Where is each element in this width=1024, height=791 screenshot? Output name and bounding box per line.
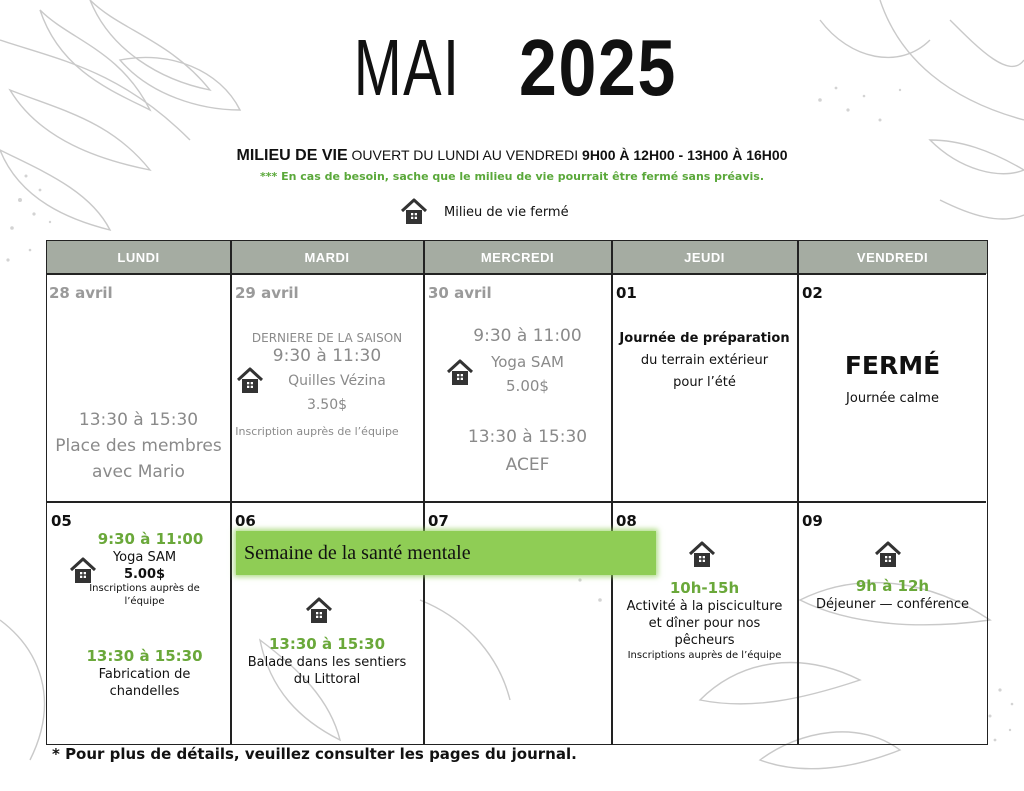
event-inscription: Inscriptions auprès de l’équipe xyxy=(627,650,782,661)
weekday-header-mercredi: MERCREDI xyxy=(424,241,611,274)
event-title: Quilles Vézina xyxy=(288,373,386,389)
house-closed-icon xyxy=(872,539,904,571)
event-time: 13:30 à 15:30 xyxy=(268,635,386,653)
event-title: et dîner pour nos xyxy=(648,616,761,631)
hours-label: MILIEU DE VIE xyxy=(236,147,348,164)
event-title: chandelles xyxy=(109,684,180,699)
day-cell-02 xyxy=(798,275,987,501)
day-cell-29-avril xyxy=(231,275,423,501)
event-inscription: Inscription auprès de l’équipe xyxy=(235,425,399,438)
event-time: 13:30 à 15:30 xyxy=(86,647,203,665)
calendar-grid xyxy=(46,240,988,745)
closed-label: FERMÉ xyxy=(844,351,941,380)
hours-times: 9H00 À 12H00 - 13H00 À 16H00 xyxy=(582,147,788,163)
day-number: 06 xyxy=(235,512,256,530)
event-title: Journée de préparation xyxy=(619,331,790,346)
hours-open-text: OUVERT DU LUNDI AU VENDREDI xyxy=(351,147,579,163)
day-cell-01 xyxy=(612,275,797,501)
day-cell-05 xyxy=(47,503,230,744)
day-number: 30 avril xyxy=(428,284,492,302)
page-title xyxy=(0,22,1024,114)
event-inscription: l’équipe xyxy=(124,596,165,607)
event-detail: pour l’été xyxy=(673,375,736,390)
event-time: 9:30 à 11:00 xyxy=(97,530,204,548)
event-title: Place des membres xyxy=(55,436,222,456)
event-time: 9:30 à 11:00 xyxy=(473,326,582,346)
legend xyxy=(398,196,569,228)
mental-health-week-banner: Semaine de la santé mentale xyxy=(236,531,656,575)
day-number: 09 xyxy=(802,512,823,530)
weekday-header-vendredi: VENDREDI xyxy=(798,241,987,274)
footer-note: * Pour plus de détails, veuillez consulter les pages du journal. xyxy=(52,745,577,763)
legend-label: Milieu de vie fermé xyxy=(444,204,569,220)
title-month: MAI xyxy=(353,23,461,112)
event-inscription: Inscriptions auprès de xyxy=(89,583,200,594)
day-number: 07 xyxy=(428,512,449,530)
house-closed-icon xyxy=(303,595,335,627)
day-number: 02 xyxy=(802,284,823,302)
event-title: avec Mario xyxy=(92,462,185,482)
day-number: 01 xyxy=(616,284,637,302)
day-cell-28-avril xyxy=(47,275,230,501)
day-cell-09 xyxy=(798,503,987,744)
weekday-header-mardi: MARDI xyxy=(231,241,423,274)
event-title: Activité à la pisciculture xyxy=(626,599,783,614)
day-cell-30-avril xyxy=(424,275,611,501)
opening-hours xyxy=(0,147,1024,165)
title-year: 2025 xyxy=(519,23,678,112)
weekday-header-lundi: LUNDI xyxy=(47,241,230,274)
event-note: DERNIERE DE LA SAISON xyxy=(251,331,403,345)
closure-warning: *** En cas de besoin, sache que le milieu de vie pourrait être fermé sans préavis. xyxy=(259,170,765,183)
event-price: 5.00$ xyxy=(506,377,549,395)
event-detail: Journée calme xyxy=(846,391,939,406)
event-title: Balade dans les sentiers xyxy=(247,655,407,670)
weekday-header-jeudi: JEUDI xyxy=(612,241,797,274)
event-time: 9h à 12h xyxy=(855,577,930,595)
event-title: Déjeuner — conférence xyxy=(815,597,970,612)
day-number: 29 avril xyxy=(235,284,299,302)
house-closed-icon xyxy=(686,539,718,571)
event-title: Yoga SAM xyxy=(491,353,564,371)
event-title: Fabrication de xyxy=(98,667,191,682)
event-price: 3.50$ xyxy=(306,397,348,413)
house-closed-icon xyxy=(398,196,430,228)
event-time: 13:30 à 15:30 xyxy=(467,427,588,447)
event-time: 13:30 à 15:30 xyxy=(78,410,199,430)
event-title: ACEF xyxy=(505,455,550,475)
event-detail: du terrain extérieur xyxy=(640,353,769,368)
day-number: 08 xyxy=(616,512,637,530)
event-time: 9:30 à 11:30 xyxy=(272,346,382,366)
event-time: 10h-15h xyxy=(669,579,740,597)
event-title: pêcheurs xyxy=(674,633,735,648)
event-title: Yoga SAM xyxy=(112,550,177,565)
event-title: du Littoral xyxy=(293,672,361,687)
day-number: 05 xyxy=(51,512,72,530)
day-number: 28 avril xyxy=(49,284,113,302)
event-price: 5.00$ xyxy=(123,567,166,582)
